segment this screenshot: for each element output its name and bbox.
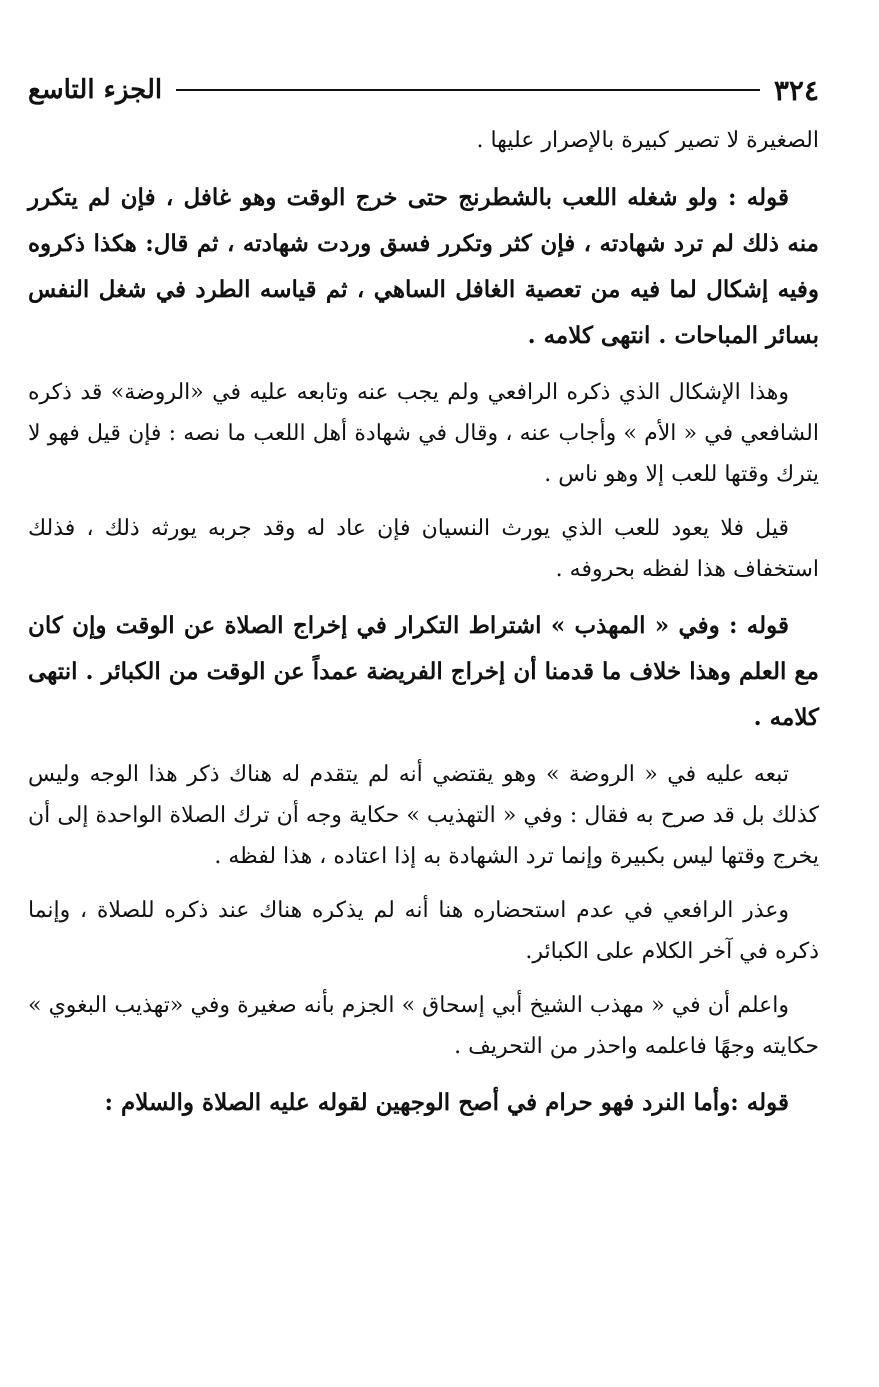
- running-title: الجزء التاسع: [28, 75, 163, 105]
- paragraph: وهذا الإشكال الذي ذكره الرافعي ولم يجب عنه وتابعه عليه في «الروضة» قد ذكره الشافعي في « الأم » وأجاب عنه ، وقال في شهادة أهل اللعب ما نصه : فإن قيل فهو لا يترك وقتها للعب إلا وهو ناس .: [28, 380, 819, 487]
- paragraph: قيل فلا يعود للعب الذي يورث النسيان فإن عاد له وقد جربه يورثه ذلك ، فذلك استخفاف هذا لفظه بحروفه .: [28, 516, 819, 582]
- quoted-paragraph: قوله :وأما النرد فهو حرام في أصح الوجهين لقوله عليه الصلاة والسلام :: [104, 1089, 789, 1116]
- paragraph: الصغيرة لا تصير كبيرة بالإصرار عليها .: [476, 128, 819, 153]
- quoted-paragraph: قوله : وفي « المهذب » اشتراط التكرار في إخراج الصلاة عن الوقت وإن كان مع العلم وهذا خلاف ما قدمنا أن إخراج الفريضة عمداً عن الوقت من الكبائر . انتهى كلامه .: [28, 612, 819, 731]
- quoted-paragraph: قوله : ولو شغله اللعب بالشطرنج حتى خرج الوقت وهو غافل ، فإن لم يتكرر منه ذلك لم ترد شهادته ، فإن كثر وتكرر فسق وردت شهادته ، ثم قال: هكذا ذكروه وفيه إشكال لما فيه من تعصية الغافل الساهي ، ثم قياسه الطرد في شغل النفس بسائر المباحات . انتهى كلامه .: [28, 184, 819, 349]
- page-body: [28, 120, 819, 1139]
- paragraph: تبعه عليه في « الروضة » وهو يقتضي أنه لم يتقدم له هناك ذكر هذا الوجه وليس كذلك بل قد صرح به فقال : وفي « التهذيب » حكاية وجه أن ترك الصلاة الواحدة إلى أن يخرج وقتها ليس بكبيرة وإنما ترد الشهادة به إذا اعتاده ، هذا لفظه .: [28, 762, 819, 869]
- header-rule: [176, 89, 760, 91]
- paragraph: واعلم أن في « مهذب الشيخ أبي إسحاق » الجزم بأنه صغيرة وفي «تهذيب البغوي » حكايته وجهًا فاعلمه واحذر من التحريف .: [28, 993, 819, 1059]
- page-header: [28, 70, 819, 110]
- page-number: ٣٢٤: [773, 73, 819, 107]
- paragraph: وعذر الرافعي في عدم استحضاره هنا أنه لم يذكره هناك عند ذكره للصلاة ، وإنما ذكره في آخر الكلام على الكبائر.: [28, 898, 819, 964]
